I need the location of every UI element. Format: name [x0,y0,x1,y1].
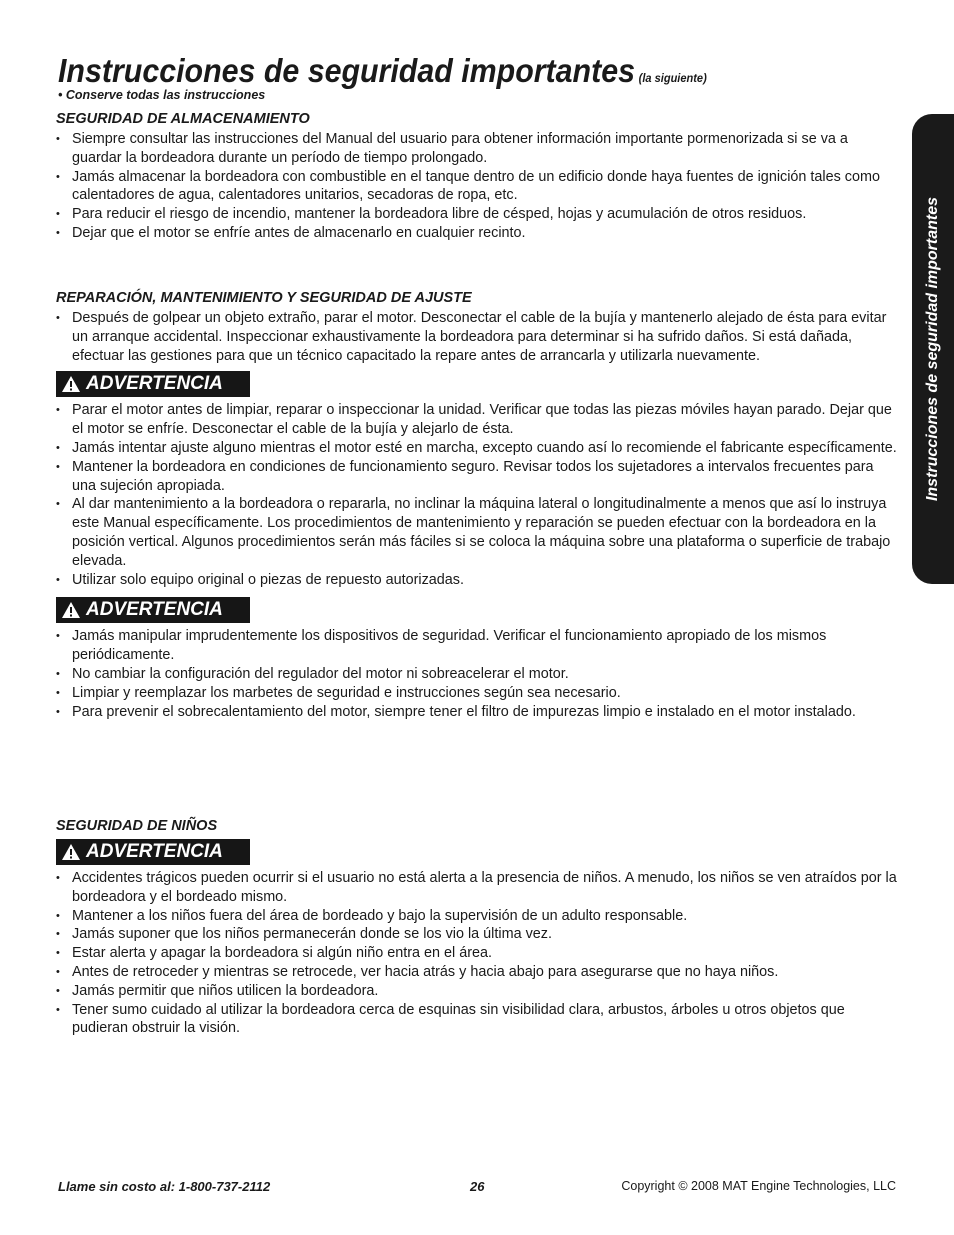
children-heading: SEGURIDAD DE NIÑOS [56,818,218,834]
storage-list [56,130,898,243]
list-item: • Utilizar solo equipo original o piezas de repuesto autorizadas. [56,571,898,590]
warning-icon [56,839,86,865]
warning-list [56,869,898,1038]
list-item: • Tener sumo cuidado al utilizar la bordeadora cerca de esquinas sin visibilidad clara, arbustos, árboles u otros objetos que pudieran obstruir la visión. [56,1001,898,1039]
warning-banner [56,371,250,397]
list-item: • Estar alerta y apagar la bordeadora si algún niño entra en el área. [56,944,898,963]
warning-label: ADVERTENCIA [86,599,223,621]
warning-label: ADVERTENCIA [86,841,223,862]
list-item: • No cambiar la configuración del regulador del motor ni sobreacelerar el motor. [56,665,898,684]
page-title-text: Instrucciones de seguridad importantes [58,52,635,89]
warning-list [56,627,898,721]
list-item: • Para reducir el riesgo de incendio, mantener la bordeadora libre de césped, hojas y acumulación de otros residuos. [56,205,898,224]
list-item: • Jamás almacenar la bordeadora con combustible en el tanque dentro de un edificio donde haya fuentes de ignición tales como calentadores de agua, calentadores unitarios, secadoras de ropa, etc. [56,168,898,206]
footer-copyright: Copyright © 2008 MAT Engine Technologies, LLC [621,1179,896,1193]
list-item: • Siempre consultar las instrucciones del Manual del usuario para obtener información importante pormenorizada si se va a guardar la bordeadora durante un período de tiempo prolongado. [56,130,898,168]
footer-phone: Llame sin costo al: 1-800-737-2112 [58,1179,271,1194]
warning-icon [56,597,86,623]
repair-list [56,309,898,365]
list-item: • Mantener a los niños fuera del área de bordeado y bajo la supervisión de un adulto responsable. [56,907,898,926]
list-item: • Antes de retroceder y mientras se retrocede, ver hacia atrás y hacia abajo para asegurarse que no haya niños. [56,963,898,982]
list-item: • Jamás manipular imprudentemente los dispositivos de seguridad. Verificar el funcionamiento apropiado de los mismos periódicamente. [56,627,898,665]
list-item: • Para prevenir el sobrecalentamiento del motor, siempre tener el filtro de impurezas limpio e instalado en el motor instalado. [56,703,898,722]
storage-heading: SEGURIDAD DE ALMACENAMIENTO [56,111,310,127]
list-item: • Accidentes trágicos pueden ocurrir si el usuario no está alerta a la presencia de niños. A menudo, los niños se ven atraídos por la bordeadora y el bordeado mismo. [56,869,898,907]
conserve-note: • Conserve todas las instrucciones [58,88,266,102]
warning-banner [56,839,250,865]
side-tab [912,114,954,584]
repair-section [56,289,898,721]
list-item: • Jamás suponer que los niños permanecerán donde se los vio la última vez. [56,925,898,944]
list-item: • Parar el motor antes de limpiar, reparar o inspeccionar la unidad. Verificar que todas las piezas móviles hayan parado. Dejar que el motor se enfríe. Desconectar el cable de la bujía y alejarlo de ésta. [56,401,898,439]
children-section [56,817,898,1038]
list-item: • Después de golpear un objeto extraño, parar el motor. Desconectar el cable de la bujía y mantenerlo alejado de ésta para evitar un arranque accidental. Inspeccionar exhaustivamente la bordeadora para determinar si ha sufrido daños. Si está dañada, efectuar las gestiones para que un técnico capacitado la repare antes de arrancarla y utilizarla nuevamente. [56,309,898,365]
list-item: • Al dar mantenimiento a la bordeadora o repararla, no inclinar la máquina lateral o longitudinalmente a menos que así lo instruya este Manual específicamente. Los procedimientos de mantenimiento y reparación se pueden efectuar con la bordeadora en la posición vertical. Algunos procedimientos serán más fáciles si se coloca la máquina sobre una plataforma o superficie de trabajo elevada. [56,495,898,570]
page-number: 26 [470,1179,485,1194]
warning-label: ADVERTENCIA [86,373,223,395]
list-item: • Jamás intentar ajuste alguno mientras el motor esté en marcha, excepto cuando así lo recomiende el fabricante específicamente. [56,439,898,458]
list-item: • Limpiar y reemplazar los marbetes de seguridad e instrucciones según sea necesario. [56,684,898,703]
list-item: • Dejar que el motor se enfríe antes de almacenarlo en cualquier recinto. [56,224,898,243]
list-item: • Jamás permitir que niños utilicen la bordeadora. [56,982,898,1001]
storage-section [56,110,898,243]
repair-heading: REPARACIÓN, MANTENIMIENTO Y SEGURIDAD DE AJUSTE [56,290,472,306]
warning-banner [56,597,250,623]
warning-icon [56,371,86,397]
side-tab-label: Instrucciones de seguridad importantes [924,196,941,502]
list-item: • Mantener la bordeadora en condiciones de funcionamiento seguro. Revisar todos los sujetadores a intervalos frecuentes para una sujeción apropiada. [56,458,898,496]
warning-list [56,401,898,589]
page-title-suffix: (la siguiente) [638,71,707,85]
